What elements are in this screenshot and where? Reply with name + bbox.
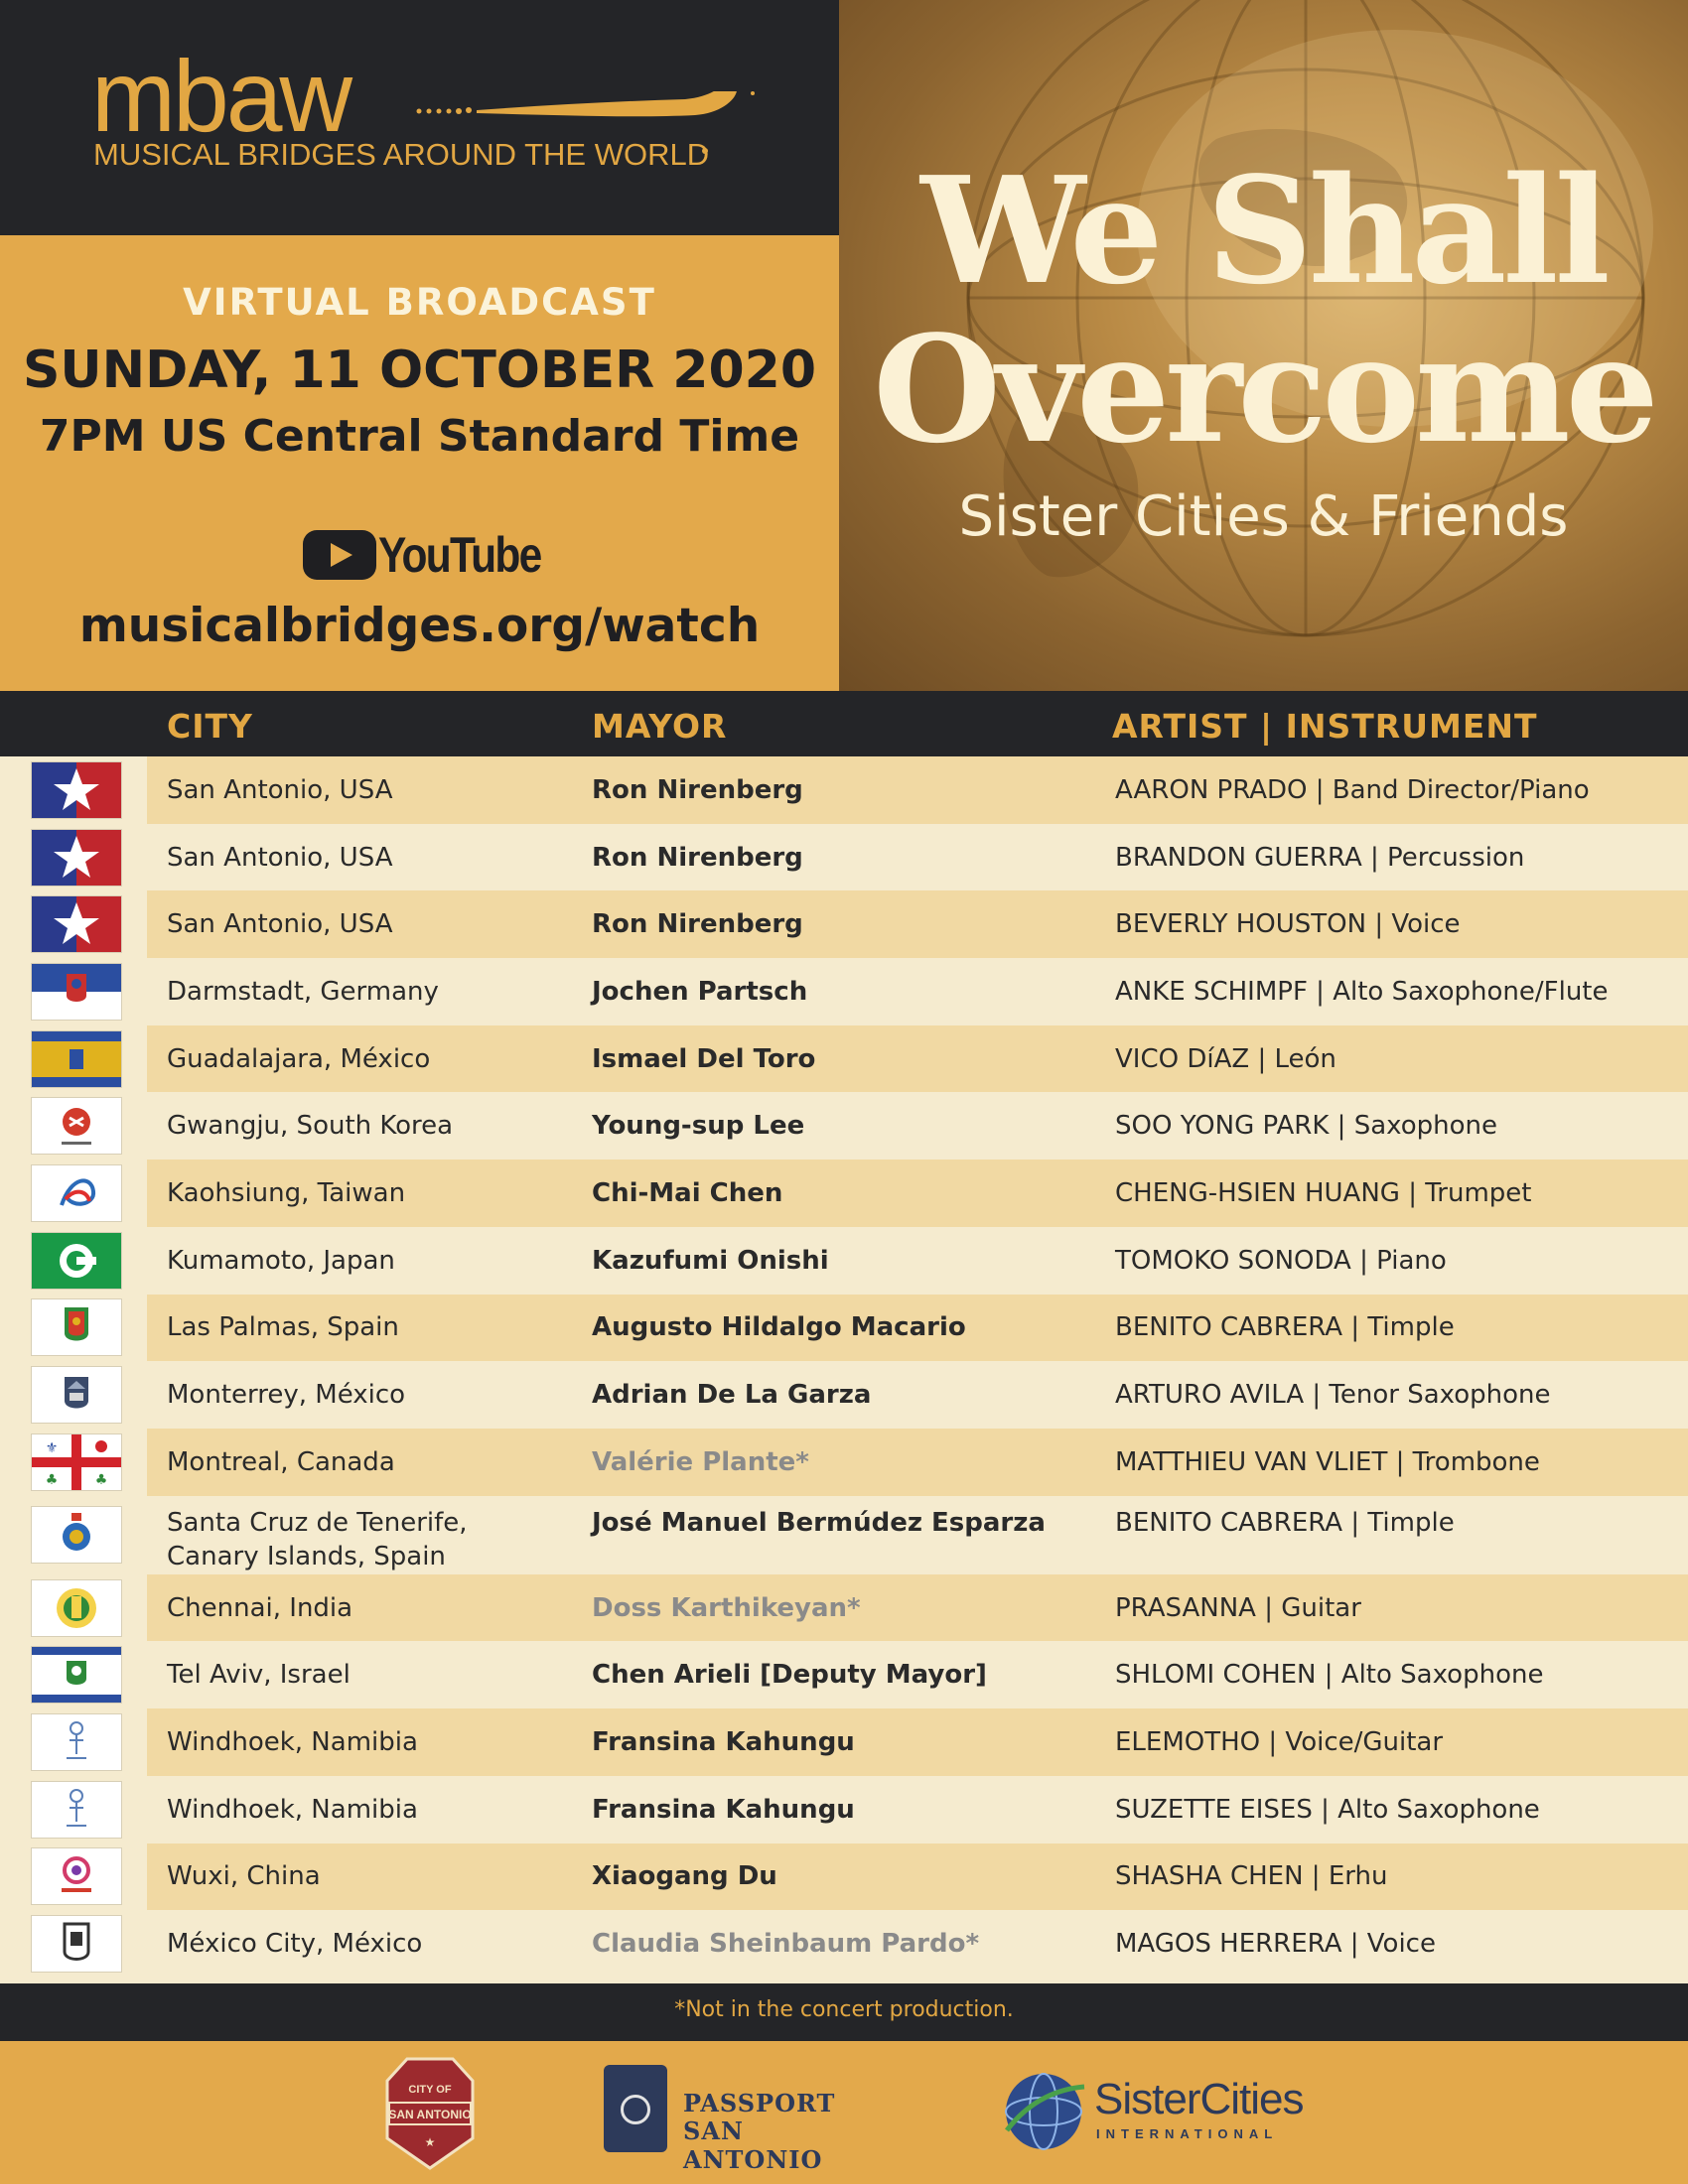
city-cell: Santa Cruz de Tenerife, Canary Islands, Spain (167, 1507, 468, 1571)
title-subtitle: Sister Cities & Friends (958, 484, 1569, 549)
city-cell: Kumamoto, Japan (167, 1245, 395, 1276)
sister-cities-international-logo (1001, 2069, 1329, 2158)
city-cell: San Antonio, USA (167, 842, 393, 873)
city-cell: Windhoek, Namibia (167, 1726, 418, 1757)
artist-instrument-cell: MATTHIEU VAN VLIET | Trombone (1115, 1446, 1540, 1477)
broadcast-label: VIRTUAL BROADCAST (183, 281, 656, 324)
column-header-instrument: INSTRUMENT (1285, 707, 1538, 746)
mayor-cell: Fransina Kahungu (592, 1794, 855, 1825)
artist-instrument-cell: ARTURO AVILA | Tenor Saxophone (1115, 1380, 1551, 1411)
kaohsiung-flag-icon (32, 1165, 121, 1221)
kumamoto-flag-icon (32, 1233, 121, 1289)
table-row (0, 1641, 1688, 1708)
mayor-cell: Fransina Kahungu (592, 1726, 855, 1757)
city-cell: Las Palmas, Spain (167, 1312, 399, 1343)
table-row (0, 1776, 1688, 1843)
seal-line-1: CITY OF (408, 2084, 452, 2096)
title-banner (839, 0, 1688, 691)
artist-instrument-cell: PRASANNA | Guitar (1115, 1592, 1361, 1623)
chennai-flag-icon (32, 1580, 121, 1636)
city-cell: México City, México (167, 1929, 423, 1960)
mayor-cell: Valérie Plante* (592, 1446, 809, 1477)
sponsor-bar (0, 2041, 1688, 2184)
city-cell: Montreal, Canada (167, 1446, 395, 1477)
column-header-mayor: MAYOR (592, 707, 728, 746)
monterrey-flag-icon (32, 1367, 121, 1423)
table-row (0, 1093, 1688, 1160)
logo-tagline: MUSICAL BRIDGES AROUND THE WORLD (93, 137, 710, 172)
footnote-text: *Not in the concert production. (674, 1997, 1014, 2022)
montreal-flag-icon (32, 1434, 121, 1490)
table-row (0, 1843, 1688, 1911)
passport-san-antonio-logo (604, 2061, 892, 2174)
logo-block (0, 0, 839, 235)
mayor-cell: Augusto Hildalgo Macario (592, 1312, 966, 1343)
svg-text:⚜: ⚜ (45, 1439, 59, 1456)
column-header-city: CITY (167, 707, 253, 746)
darmstadt-flag-icon (32, 964, 121, 1020)
san-antonio-flag-icon (32, 762, 121, 818)
artist-instrument-cell: AARON PRADO | Band Director/Piano (1115, 774, 1590, 805)
artist-instrument-cell: SOO YONG PARK | Saxophone (1115, 1111, 1497, 1142)
title-line-2: Overcome (873, 303, 1654, 476)
svg-text:★: ★ (424, 2135, 436, 2149)
table-row (0, 1361, 1688, 1429)
windhoek-flag-icon (32, 1714, 121, 1770)
table-row (0, 1496, 1688, 1574)
table-row (0, 1025, 1688, 1093)
passport-book-icon (604, 2065, 667, 2152)
globe-icon (621, 2095, 650, 2124)
artist-instrument-cell: SUZETTE EISES | Alto Saxophone (1115, 1794, 1540, 1825)
mayor-cell: Young-sup Lee (592, 1111, 805, 1142)
svg-text:♣: ♣ (94, 1471, 108, 1488)
title-line-1: We Shall (920, 144, 1607, 317)
mayor-cell: Adrian De La Garza (592, 1380, 872, 1411)
gwangju-flag-icon (32, 1098, 121, 1154)
footnote-bar (0, 1983, 1688, 2041)
mayor-cell: Jochen Partsch (592, 976, 808, 1007)
artist-instrument-cell: ELEMOTHO | Voice/Guitar (1115, 1726, 1444, 1757)
svg-text:♣: ♣ (45, 1471, 59, 1488)
mayor-cell: Ron Nirenberg (592, 842, 803, 873)
santa-cruz-flag-icon (32, 1507, 121, 1563)
tel-aviv-flag-icon (32, 1647, 121, 1703)
artist-instrument-cell: SHLOMI COHEN | Alto Saxophone (1115, 1660, 1544, 1691)
table-row (0, 1910, 1688, 1978)
mayor-cell: Xiaogang Du (592, 1861, 777, 1892)
mayor-cell: Claudia Sheinbaum Pardo* (592, 1929, 980, 1960)
artist-instrument-cell: VICO DíAZ | León (1115, 1043, 1336, 1074)
artist-instrument-cell: BRANDON GUERRA | Percussion (1115, 842, 1525, 873)
youtube-wordmark: YouTube (378, 527, 541, 583)
table-row (0, 958, 1688, 1025)
san-antonio-flag-icon (32, 830, 121, 886)
youtube-play-icon (303, 530, 376, 580)
city-cell: Tel Aviv, Israel (167, 1660, 351, 1691)
sister-cities-globe-icon (1001, 2069, 1086, 2154)
passport-line-1: PASSPORT (683, 2089, 836, 2117)
watch-url-link[interactable]: musicalbridges.org/watch (78, 599, 761, 653)
artist-instrument-cell: MAGOS HERRERA | Voice (1115, 1929, 1436, 1960)
mayor-cell: Ron Nirenberg (592, 909, 803, 940)
city-cell: Monterrey, México (167, 1380, 406, 1411)
artist-instrument-cell: SHASHA CHEN | Erhu (1115, 1861, 1388, 1892)
mayor-cell: Kazufumi Onishi (592, 1245, 829, 1276)
table-row (0, 1429, 1688, 1496)
mayor-cell: Doss Karthikeyan* (592, 1592, 861, 1623)
artist-instrument-cell: BENITO CABRERA | Timple (1115, 1507, 1455, 1538)
las-palmas-flag-icon (32, 1299, 121, 1355)
wuxi-flag-icon (32, 1848, 121, 1904)
mayor-cell: Chi-Mai Chen (592, 1178, 783, 1209)
city-cell: Windhoek, Namibia (167, 1794, 418, 1825)
artist-instrument-cell: BENITO CABRERA | Timple (1115, 1312, 1455, 1343)
column-header-artist-instrument (1112, 707, 1538, 746)
city-cell: Guadalajara, México (167, 1043, 431, 1074)
artist-instrument-cell: CHENG-HSIEN HUANG | Trumpet (1115, 1178, 1532, 1209)
artist-instrument-cell: BEVERLY HOUSTON | Voice (1115, 909, 1461, 940)
san-antonio-flag-icon (32, 896, 121, 952)
column-header-artist: ARTIST (1112, 707, 1248, 746)
mayor-cell: Chen Arieli [Deputy Mayor] (592, 1660, 987, 1691)
table-header (0, 691, 1688, 756)
city-cell: San Antonio, USA (167, 909, 393, 940)
sister-cities-line-1: SisterCities (1094, 2075, 1304, 2123)
event-time: 7PM US Central Standard Time (39, 411, 800, 462)
artist-instrument-cell: ANKE SCHIMPF | Alto Saxophone/Flute (1115, 976, 1609, 1007)
city-of-san-antonio-seal (375, 2051, 485, 2174)
column-header-separator: | (1260, 707, 1274, 746)
mayor-cell: José Manuel Bermúdez Esparza (592, 1507, 1046, 1538)
table-row (0, 1295, 1688, 1362)
table-row (0, 756, 1688, 824)
table-row (0, 1574, 1688, 1642)
event-date: SUNDAY, 11 OCTOBER 2020 (22, 341, 817, 400)
windhoek-flag-icon (32, 1782, 121, 1838)
table-row (0, 1227, 1688, 1295)
table-row (0, 824, 1688, 891)
guadalajara-flag-icon (32, 1031, 121, 1087)
table-row (0, 890, 1688, 958)
event-info (0, 235, 839, 691)
mbaw-logo: mbaw (91, 40, 351, 153)
city-cell: San Antonio, USA (167, 774, 393, 805)
table-row (0, 1708, 1688, 1776)
passport-line-2: SAN ANTONIO (683, 2116, 823, 2174)
artist-instrument-cell: TOMOKO SONODA | Piano (1115, 1245, 1447, 1276)
sister-cities-line-2: INTERNATIONAL (1096, 2126, 1279, 2141)
youtube-logo[interactable] (303, 529, 569, 581)
mayor-cell: Ismael Del Toro (592, 1043, 816, 1074)
mexico-city-flag-icon (32, 1916, 121, 1972)
city-cell: Darmstadt, Germany (167, 976, 439, 1007)
city-cell: Chennai, India (167, 1592, 353, 1623)
city-cell: Gwangju, South Korea (167, 1111, 454, 1142)
city-cell: Wuxi, China (167, 1861, 321, 1892)
city-cell: Kaohsiung, Taiwan (167, 1178, 406, 1209)
seal-line-2: SAN ANTONIO (388, 2108, 472, 2121)
table-row (0, 1160, 1688, 1227)
mayor-cell: Ron Nirenberg (592, 774, 803, 805)
